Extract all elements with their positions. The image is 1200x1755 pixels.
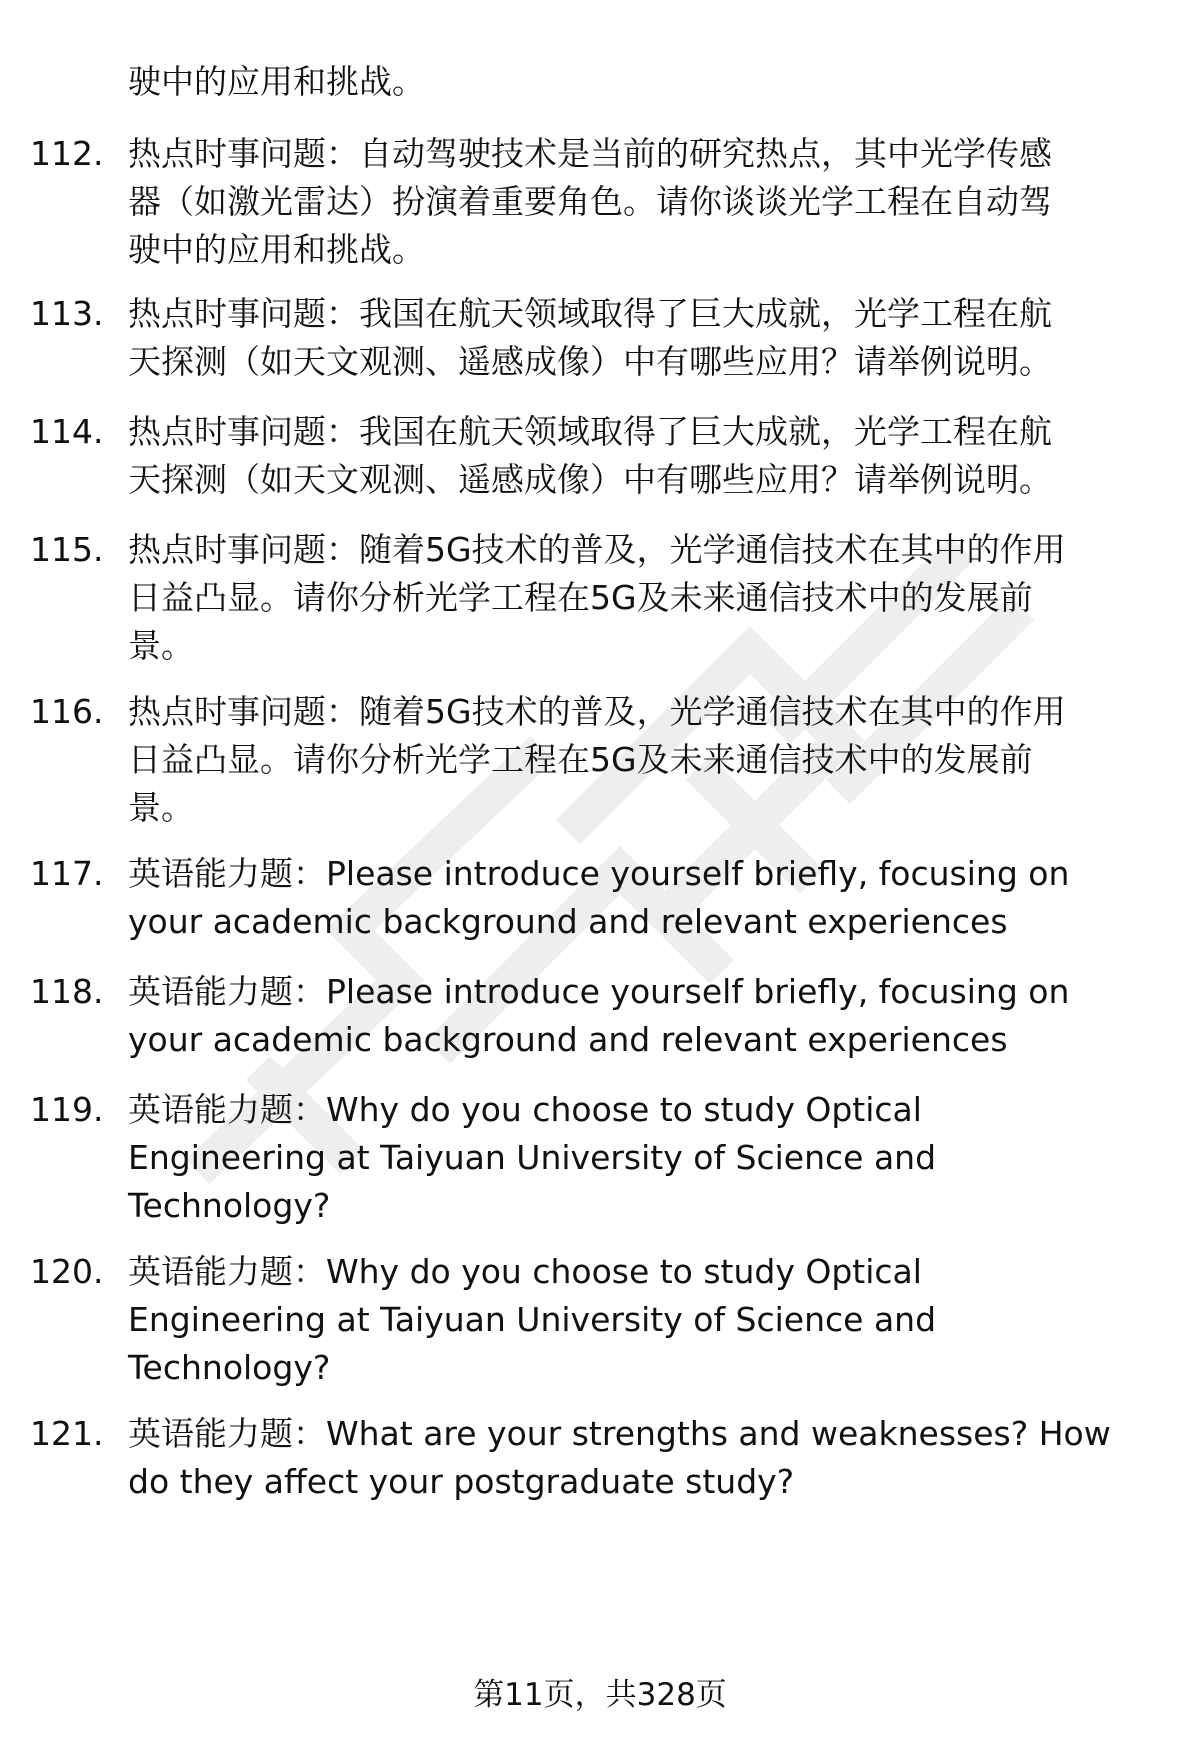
- question-text: [128, 850, 1069, 946]
- question-text: [128, 968, 1069, 1064]
- question-line: 热点时事问题：我国在航天领域取得了巨大成就，光学工程在航: [128, 294, 1052, 333]
- question-line: 英语能力题：Please introduce yourself briefly, focusing on: [128, 972, 1070, 1011]
- question-text: [128, 688, 1066, 832]
- question-line: Engineering at Taiyuan University of Science and: [128, 1138, 937, 1177]
- question-line: your academic background and relevant experiences: [128, 1020, 1008, 1059]
- question-number: 116.: [30, 692, 104, 731]
- question-line: 热点时事问题：我国在航天领域取得了巨大成就，光学工程在航: [128, 412, 1052, 451]
- question-text: [128, 130, 1052, 274]
- question-line: 景。: [128, 626, 194, 665]
- question-line: 驶中的应用和挑战。: [128, 230, 425, 269]
- question-number: 119.: [30, 1090, 104, 1129]
- question-line: 日益凸显。请你分析光学工程在5G及未来通信技术中的发展前: [128, 578, 1033, 617]
- question-line: your academic background and relevant experiences: [128, 902, 1008, 941]
- question-text: [128, 1248, 936, 1392]
- question-number: 115.: [30, 530, 104, 569]
- question-text: [128, 290, 1052, 386]
- question-number: 120.: [30, 1252, 104, 1291]
- question-line: 热点时事问题：随着5G技术的普及，光学通信技术在其中的作用: [128, 692, 1066, 731]
- question-line: 景。: [128, 788, 194, 827]
- question-text: [128, 526, 1066, 670]
- question-line: 英语能力题：What are your strengths and weaknesses? How: [128, 1414, 1111, 1453]
- question-line: Technology?: [128, 1186, 331, 1225]
- question-line: 天探测（如天文观测、遥感成像）中有哪些应用？请举例说明。: [128, 460, 1052, 499]
- question-line: 器（如激光雷达）扮演着重要角色。请你谈谈光学工程在自动驾: [128, 182, 1052, 221]
- question-line: 日益凸显。请你分析光学工程在5G及未来通信技术中的发展前: [128, 740, 1033, 779]
- question-number: 121.: [30, 1414, 104, 1453]
- question-line: 热点时事问题：随着5G技术的普及，光学通信技术在其中的作用: [128, 530, 1066, 569]
- question-line: 热点时事问题：自动驾驶技术是当前的研究热点，其中光学传感: [128, 134, 1052, 173]
- continued-text-fragment: 驶中的应用和挑战。: [128, 62, 425, 101]
- question-line: Engineering at Taiyuan University of Science and: [128, 1300, 937, 1339]
- question-line: Technology?: [128, 1348, 331, 1387]
- question-number: 113.: [30, 294, 104, 333]
- question-text: [128, 1086, 936, 1230]
- question-text: [128, 1410, 1111, 1506]
- question-line: do they affect your postgraduate study?: [128, 1462, 795, 1501]
- question-text: [128, 408, 1052, 504]
- question-number: 118.: [30, 972, 104, 1011]
- question-number: 112.: [30, 134, 104, 173]
- question-number: 114.: [30, 412, 104, 451]
- page-number-footer: 第11页，共328页: [473, 1677, 727, 1713]
- question-line: 天探测（如天文观测、遥感成像）中有哪些应用？请举例说明。: [128, 342, 1052, 381]
- question-number: 117.: [30, 854, 104, 893]
- question-line: 英语能力题：Why do you choose to study Optical: [128, 1252, 922, 1291]
- question-line: 英语能力题：Please introduce yourself briefly, focusing on: [128, 854, 1070, 893]
- question-line: 英语能力题：Why do you choose to study Optical: [128, 1090, 922, 1129]
